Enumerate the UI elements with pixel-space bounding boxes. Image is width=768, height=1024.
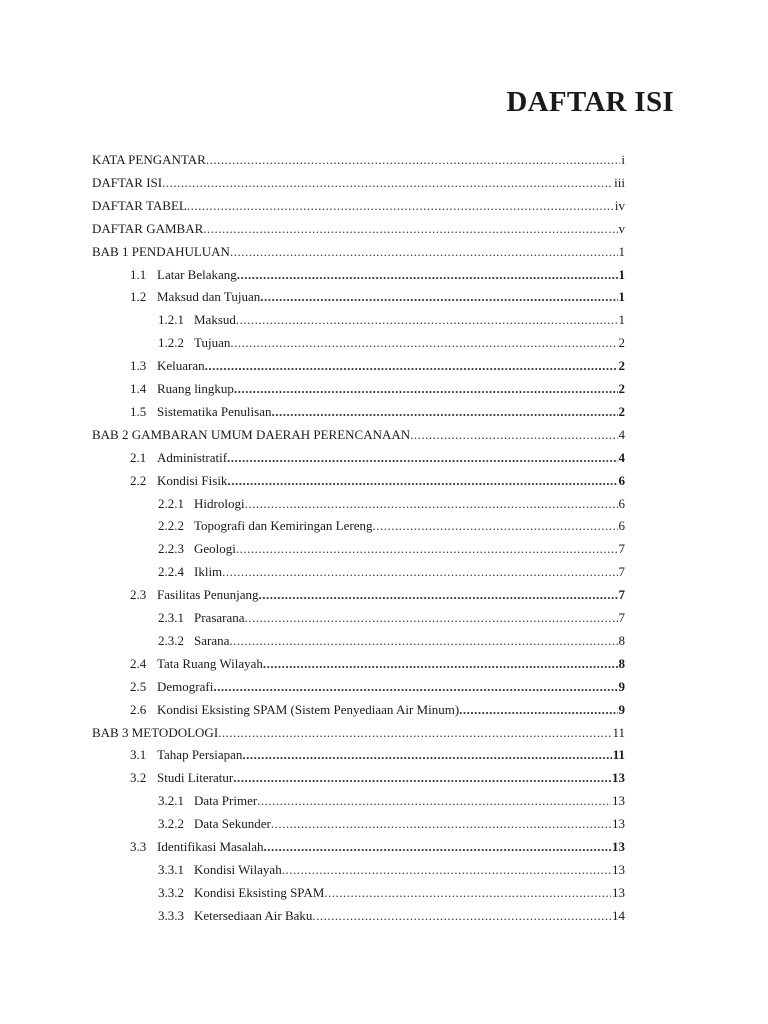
toc-entry[interactable] xyxy=(130,466,625,489)
toc-entry-number: 1.2.1 xyxy=(158,312,184,328)
toc-entry-title: Geologi xyxy=(194,541,236,557)
toc-entry-page-number: 6 xyxy=(618,518,625,534)
dot-leader xyxy=(229,633,617,649)
dot-leader xyxy=(410,427,617,443)
toc-entry-page-number: 11 xyxy=(612,724,625,740)
toc-entry-number: 2.1 xyxy=(130,449,147,465)
toc-entry-page-number: iii xyxy=(614,174,625,190)
toc-entry-number: 3.3.2 xyxy=(158,884,184,900)
toc-entry[interactable] xyxy=(130,649,625,672)
toc-entry[interactable] xyxy=(158,855,625,878)
dot-leader xyxy=(237,267,618,283)
toc-entry-title: KATA PENGANTAR xyxy=(92,152,206,167)
toc-entry[interactable] xyxy=(130,763,625,786)
toc-entry-number: 3.3 xyxy=(130,839,147,854)
toc-entry-page-number: 6 xyxy=(618,472,625,488)
dot-leader xyxy=(258,587,617,603)
toc-entry-number: 1.1 xyxy=(130,266,147,282)
toc-entry[interactable] xyxy=(130,740,625,763)
toc-entry-number: 3.2 xyxy=(130,770,147,786)
toc-entry-title: Ketersediaan Air Baku xyxy=(194,907,313,923)
toc-entry-title: BAB 1 PENDAHULUAN xyxy=(92,243,230,259)
dot-leader xyxy=(245,610,618,626)
toc-entry-title: Ruang lingkup xyxy=(157,381,234,396)
toc-entry[interactable] xyxy=(158,489,625,512)
dot-leader xyxy=(271,404,617,420)
toc-entry[interactable] xyxy=(130,443,625,466)
toc-entry-title: Prasarana xyxy=(194,610,245,625)
toc-entry-page-number: v xyxy=(618,220,625,236)
toc-entry-page-number: 13 xyxy=(612,770,625,786)
toc-entry[interactable] xyxy=(92,420,625,443)
dot-leader xyxy=(213,679,617,695)
toc-entry[interactable] xyxy=(130,351,625,374)
toc-entry-number: 3.2.1 xyxy=(158,793,184,809)
toc-entry-page-number: 2 xyxy=(618,381,625,396)
toc-entry[interactable] xyxy=(158,305,625,328)
toc-entry-number: 1.5 xyxy=(130,403,147,419)
toc-entry[interactable] xyxy=(130,672,625,695)
dot-leader xyxy=(230,244,618,260)
toc-entry-page-number: 6 xyxy=(618,495,625,511)
toc-entry-page-number: 14 xyxy=(612,907,625,923)
toc-entry[interactable] xyxy=(158,901,625,924)
dot-leader xyxy=(227,473,617,489)
toc-entry-title: Maksud dan Tujuan xyxy=(157,289,261,305)
dot-leader xyxy=(230,335,617,351)
toc-entry[interactable] xyxy=(158,878,625,901)
toc-entry-title: Keluaran xyxy=(157,358,205,374)
toc-entry[interactable] xyxy=(130,260,625,283)
dot-leader xyxy=(233,770,611,786)
toc-entry[interactable] xyxy=(158,328,625,351)
toc-entry-number: 2.2.3 xyxy=(158,541,184,557)
dot-leader xyxy=(324,885,611,901)
page-title: DAFTAR ISI xyxy=(506,86,674,118)
toc-entry[interactable] xyxy=(92,718,625,741)
toc-entry[interactable] xyxy=(130,397,625,420)
toc-entry-title: DAFTAR ISI xyxy=(92,174,163,190)
toc-entry[interactable] xyxy=(130,695,625,718)
toc-entry-title: Kondisi Eksisting SPAM (Sistem Penyediaan Air Minum) xyxy=(157,701,460,717)
toc-entry-title: Tahap Persiapan xyxy=(157,747,243,763)
toc-entry[interactable] xyxy=(92,214,625,237)
toc-entry[interactable] xyxy=(158,626,625,649)
toc-entry-number: 2.2.2 xyxy=(158,518,184,534)
toc-entry-page-number: 13 xyxy=(612,839,625,854)
toc-entry[interactable] xyxy=(130,282,625,305)
toc-entry-title: Iklim xyxy=(194,564,223,580)
toc-entry-title: Tata Ruang Wilayah xyxy=(157,655,263,671)
dot-leader xyxy=(264,839,612,855)
toc-entry-title: Data Primer xyxy=(194,793,258,809)
toc-entry-title: Hidrologi xyxy=(194,495,245,511)
toc-entry-title: Demografi xyxy=(157,678,214,694)
toc-entry-title: Maksud xyxy=(194,312,236,328)
toc-entry-page-number: 13 xyxy=(612,816,625,832)
toc-entry-number: 2.3.1 xyxy=(158,610,184,625)
dot-leader xyxy=(206,152,621,168)
toc-entry-number: 1.4 xyxy=(130,381,147,396)
toc-entry[interactable] xyxy=(92,168,625,191)
toc-entry-page-number: 4 xyxy=(618,449,625,465)
toc-entry[interactable] xyxy=(92,191,625,214)
toc-entry-title: Sarana xyxy=(194,632,230,648)
dot-leader xyxy=(242,747,611,763)
dot-leader xyxy=(236,541,618,557)
toc-entry-number: 2.2.1 xyxy=(158,495,184,511)
toc-entry-number: 2.6 xyxy=(130,701,147,717)
toc-entry-number: 3.3.1 xyxy=(158,861,184,877)
toc-entry-page-number: 2 xyxy=(618,358,625,374)
toc-entry-page-number: 7 xyxy=(618,541,625,557)
toc-entry[interactable] xyxy=(130,580,625,603)
toc-entry-page-number: 2 xyxy=(618,403,625,419)
toc-entry-title: Studi Literatur xyxy=(157,770,234,786)
dot-leader xyxy=(260,289,617,305)
toc-entry-number: 2.3 xyxy=(130,587,147,603)
dot-leader xyxy=(459,702,617,718)
toc-entry-page-number: 2 xyxy=(618,335,625,351)
toc-entry-page-number: 1 xyxy=(618,312,625,328)
toc-entry-page-number: 13 xyxy=(612,884,625,900)
dot-leader xyxy=(263,656,618,672)
toc-entry-title: Identifikasi Masalah xyxy=(157,839,264,854)
toc-entry-number: 1.2 xyxy=(130,289,147,305)
toc-entry-page-number: i xyxy=(621,152,625,167)
toc-entry-page-number: 4 xyxy=(618,426,625,442)
toc-entry-page-number: 9 xyxy=(618,701,625,717)
dot-leader xyxy=(282,862,611,878)
dot-leader xyxy=(373,518,618,534)
dot-leader xyxy=(162,175,613,191)
toc-entry[interactable] xyxy=(158,809,625,832)
toc-entry[interactable] xyxy=(92,237,625,260)
dot-leader xyxy=(205,358,618,374)
toc-entry-page-number: 13 xyxy=(612,793,625,809)
toc-entry[interactable] xyxy=(130,374,625,397)
toc-entry-title: Fasilitas Penunjang xyxy=(157,587,259,603)
toc-entry-title: Kondisi Eksisting SPAM xyxy=(194,884,325,900)
toc-entry-page-number: 11 xyxy=(612,747,625,763)
toc-entry-title: Topografi dan Kemiringan Lereng xyxy=(194,518,373,534)
dot-leader xyxy=(227,450,617,466)
dot-leader xyxy=(203,221,617,237)
toc-entry[interactable] xyxy=(158,603,625,626)
toc-entry-number: 2.2.4 xyxy=(158,564,184,580)
toc-entry-title: BAB 3 METODOLOGI xyxy=(92,724,219,740)
dot-leader xyxy=(245,496,618,512)
toc-entry-number: 2.3.2 xyxy=(158,632,184,648)
toc-entry-title: DAFTAR GAMBAR xyxy=(92,220,204,236)
dot-leader xyxy=(312,908,611,924)
toc-entry-page-number: 7 xyxy=(618,587,625,603)
dot-leader xyxy=(257,793,611,809)
toc-entry-title: DAFTAR TABEL xyxy=(92,197,187,213)
toc-entry[interactable] xyxy=(158,557,625,580)
toc-entry-title: Data Sekunder xyxy=(194,816,271,832)
toc-entry-page-number: iv xyxy=(614,197,625,213)
dot-leader xyxy=(218,725,611,741)
toc-entry-number: 3.2.2 xyxy=(158,816,184,832)
toc-entry[interactable] xyxy=(158,786,625,809)
toc-entry-title: Tujuan xyxy=(194,335,231,351)
toc-entry-number: 2.2 xyxy=(130,472,147,488)
toc-entry-page-number: 8 xyxy=(618,632,625,648)
toc-entry-number: 1.3 xyxy=(130,358,147,374)
dot-leader xyxy=(271,816,611,832)
toc-entry-number: 2.5 xyxy=(130,678,147,694)
toc-entry-number: 1.2.2 xyxy=(158,335,184,351)
toc-entry-page-number: 1 xyxy=(618,243,625,259)
toc-entry-title: Kondisi Fisik xyxy=(157,472,228,488)
toc-entry-title: Administratif xyxy=(157,449,228,465)
toc-entry-number: 3.1 xyxy=(130,747,147,763)
toc-entry-number: 2.4 xyxy=(130,655,147,671)
toc-entry-title: Latar Belakang xyxy=(157,266,237,282)
dot-leader xyxy=(234,381,618,397)
toc-entry-title: BAB 2 GAMBARAN UMUM DAERAH PERENCANAAN xyxy=(92,426,411,442)
dot-leader xyxy=(236,312,618,328)
toc-entry-page-number: 9 xyxy=(618,678,625,694)
toc-entry[interactable] xyxy=(158,511,625,534)
toc-entry-page-number: 13 xyxy=(612,861,625,877)
toc-entry-page-number: 7 xyxy=(618,610,625,625)
toc-entry-number: 3.3.3 xyxy=(158,907,184,923)
toc-entry-page-number: 1 xyxy=(618,266,625,282)
toc-entry[interactable] xyxy=(158,534,625,557)
dot-leader xyxy=(187,198,614,214)
toc-entry-page-number: 1 xyxy=(618,289,625,305)
toc-entry-page-number: 8 xyxy=(618,655,625,671)
toc-entry[interactable] xyxy=(130,832,625,855)
toc-entry-title: Sistematika Penulisan xyxy=(157,403,272,419)
toc-entry-page-number: 7 xyxy=(618,564,625,580)
dot-leader xyxy=(222,564,617,580)
toc-entry-title: Kondisi Wilayah xyxy=(194,861,282,877)
toc-entry[interactable] xyxy=(92,145,625,168)
